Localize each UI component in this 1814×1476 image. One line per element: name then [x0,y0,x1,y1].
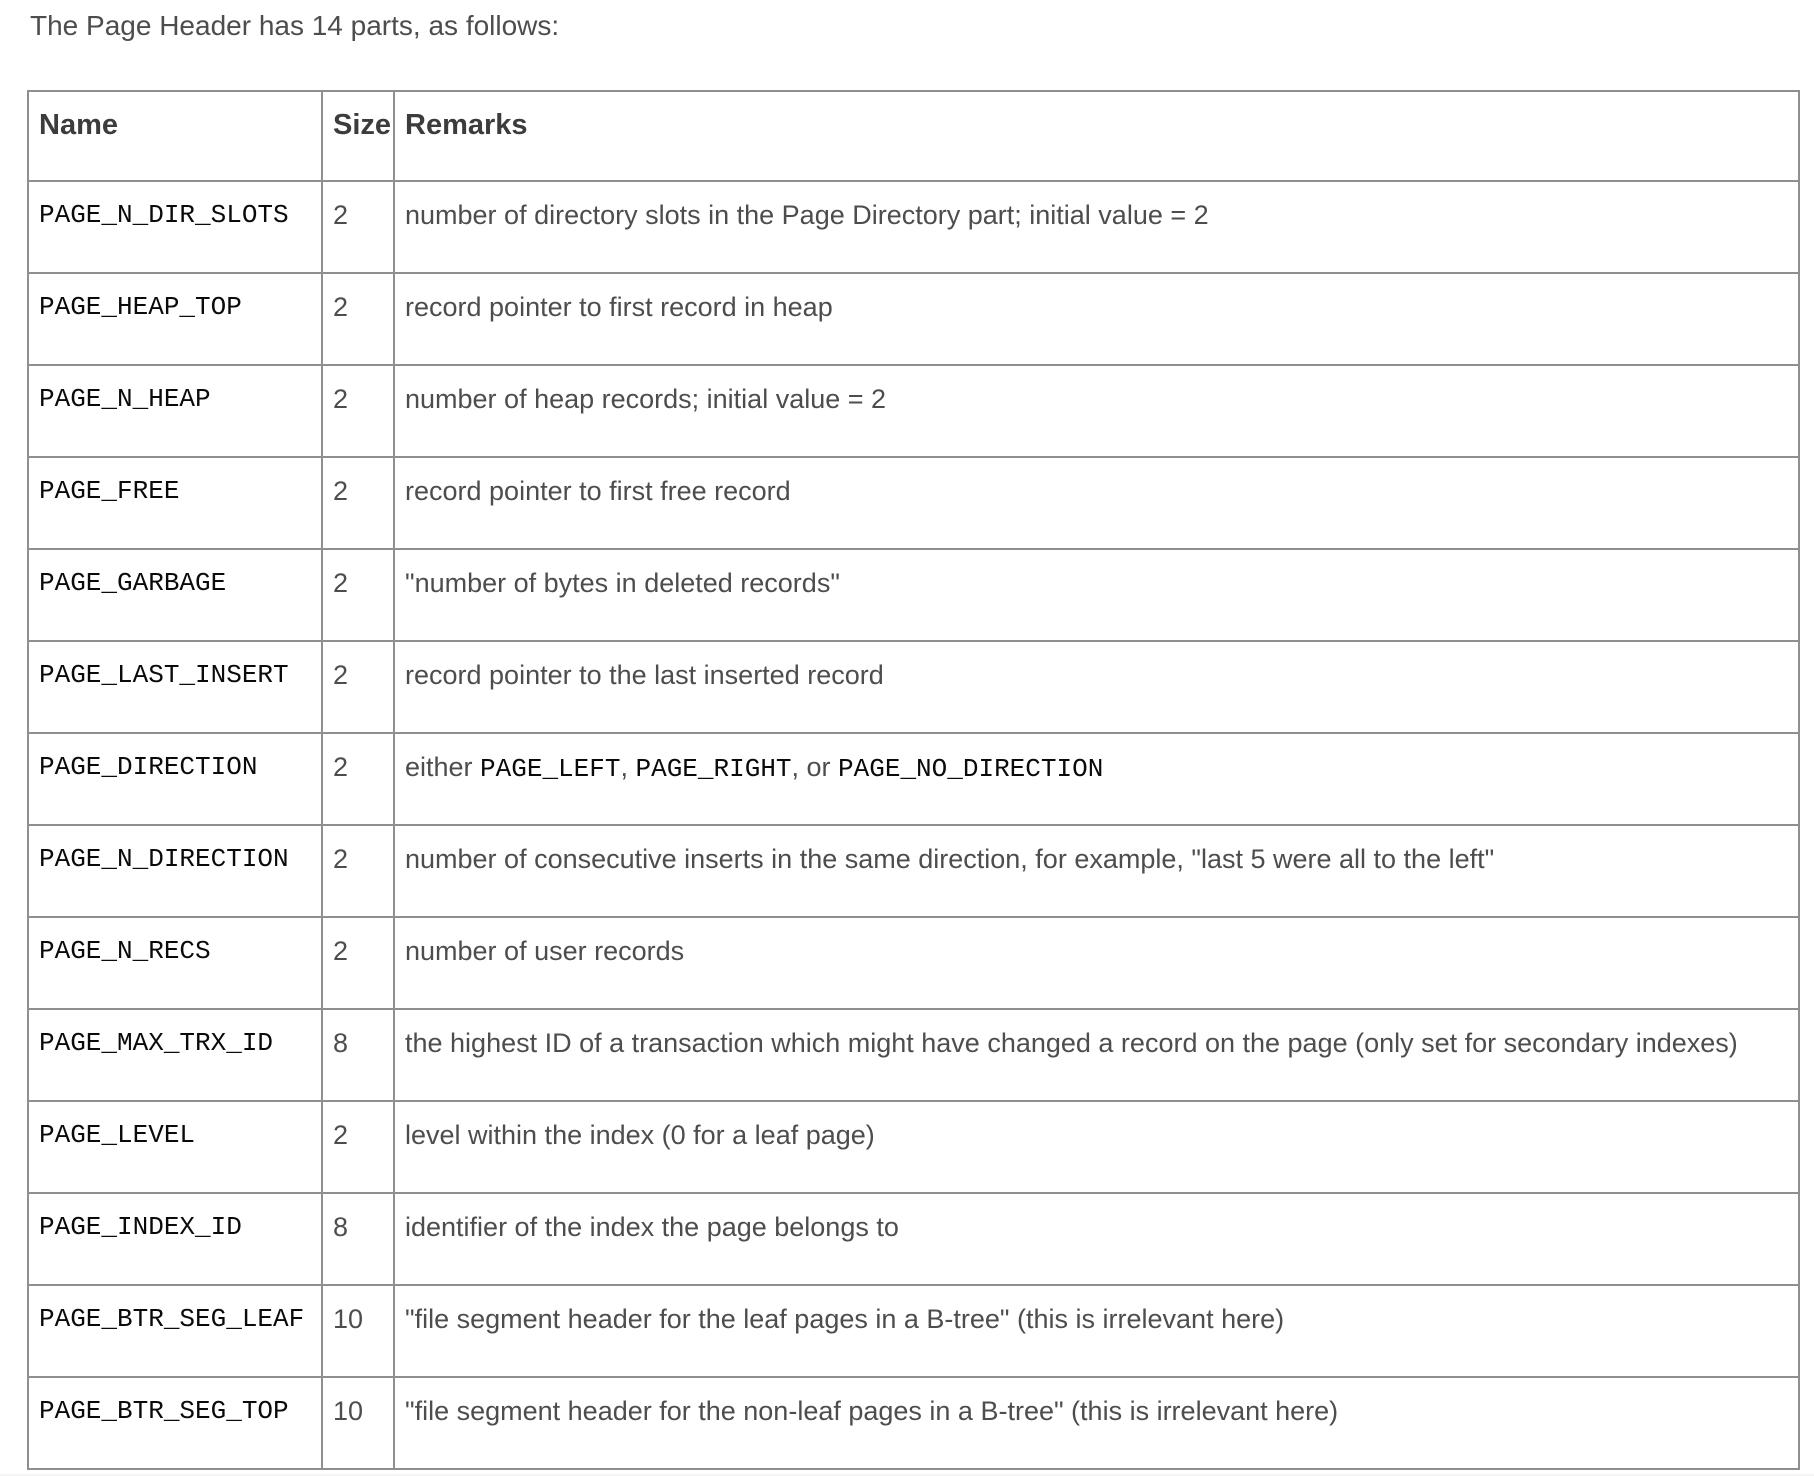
field-remarks-cell [394,825,1799,917]
inline-code: PAGE_LEFT [480,754,621,784]
table-row [28,825,1799,917]
field-name-cell: PAGE_DIRECTION [28,733,322,825]
remark-text: the highest ID of a transaction which might have changed a record on the page (only set for secondary indexes) [405,1028,1738,1058]
field-name-cell: PAGE_N_RECS [28,917,322,1009]
table-row [28,1009,1799,1101]
field-size-cell: 2 [322,273,394,365]
field-name-cell: PAGE_LAST_INSERT [28,641,322,733]
table-row [28,917,1799,1009]
table-row [28,1377,1799,1469]
field-name-cell: PAGE_FREE [28,457,322,549]
field-remarks-cell [394,365,1799,457]
field-size-cell: 8 [322,1193,394,1285]
remark-text: identifier of the index the page belongs to [405,1212,899,1242]
field-name-cell: PAGE_N_HEAP [28,365,322,457]
page-header-parts-table [27,90,1800,1470]
table-row [28,733,1799,825]
table-row [28,1193,1799,1285]
field-size-cell: 2 [322,457,394,549]
remark-text: either [405,752,481,782]
table-row [28,641,1799,733]
table-row [28,457,1799,549]
field-name-cell: PAGE_N_DIRECTION [28,825,322,917]
remark-text: "file segment header for the leaf pages in a B-tree" (this is irrelevant here) [405,1304,1285,1334]
field-remarks-cell [394,733,1799,825]
table-row [28,1101,1799,1193]
field-size-cell: 2 [322,549,394,641]
field-remarks-cell [394,917,1799,1009]
inline-code: PAGE_RIGHT [635,754,792,784]
field-name-cell: PAGE_HEAP_TOP [28,273,322,365]
field-size-cell: 2 [322,181,394,273]
field-remarks-cell [394,1101,1799,1193]
remark-text: number of user records [405,936,685,966]
field-remarks-cell [394,549,1799,641]
field-size-cell: 8 [322,1009,394,1101]
intro-text: The Page Header has 14 parts, as follows: [30,10,560,41]
remark-text: record pointer to the last inserted record [405,660,884,690]
remark-text: level within the index (0 for a leaf page) [405,1120,875,1150]
remark-text: number of directory slots in the Page Directory part; initial value = 2 [405,200,1209,230]
field-name-cell: PAGE_LEVEL [28,1101,322,1193]
table-row [28,365,1799,457]
field-remarks-cell [394,457,1799,549]
remark-text: record pointer to first record in heap [405,292,833,322]
remark-text: "number of bytes in deleted records" [405,568,840,598]
table-row [28,1285,1799,1377]
field-size-cell: 2 [322,917,394,1009]
table-body [28,181,1799,1469]
field-size-cell: 2 [322,365,394,457]
remark-text: number of heap records; initial value = 2 [405,384,887,414]
field-name-cell: PAGE_BTR_SEG_TOP [28,1377,322,1469]
inline-code: PAGE_NO_DIRECTION [838,754,1104,784]
field-remarks-cell [394,273,1799,365]
table-row [28,273,1799,365]
column-header-remarks: Remarks [394,91,1799,181]
field-remarks-cell [394,181,1799,273]
remark-text: number of consecutive inserts in the same direction, for example, "last 5 were all to the left" [405,844,1495,874]
remark-text: "file segment header for the non-leaf pages in a B-tree" (this is irrelevant here) [405,1396,1339,1426]
remark-text: , or [791,752,839,782]
remark-text: , [620,752,636,782]
field-remarks-cell [394,1377,1799,1469]
field-name-cell: PAGE_BTR_SEG_LEAF [28,1285,322,1377]
column-header-name: Name [28,91,322,181]
field-size-cell: 10 [322,1285,394,1377]
table-header-row [28,91,1799,181]
field-remarks-cell [394,641,1799,733]
field-size-cell: 10 [322,1377,394,1469]
field-remarks-cell [394,1285,1799,1377]
table-row [28,181,1799,273]
field-size-cell: 2 [322,825,394,917]
column-header-size: Size [322,91,394,181]
remark-text: record pointer to first free record [405,476,791,506]
table-row [28,549,1799,641]
field-remarks-cell [394,1193,1799,1285]
field-size-cell: 2 [322,733,394,825]
field-name-cell: PAGE_MAX_TRX_ID [28,1009,322,1101]
field-size-cell: 2 [322,1101,394,1193]
field-remarks-cell [394,1009,1799,1101]
field-name-cell: PAGE_INDEX_ID [28,1193,322,1285]
field-name-cell: PAGE_GARBAGE [28,549,322,641]
field-name-cell: PAGE_N_DIR_SLOTS [28,181,322,273]
field-size-cell: 2 [322,641,394,733]
